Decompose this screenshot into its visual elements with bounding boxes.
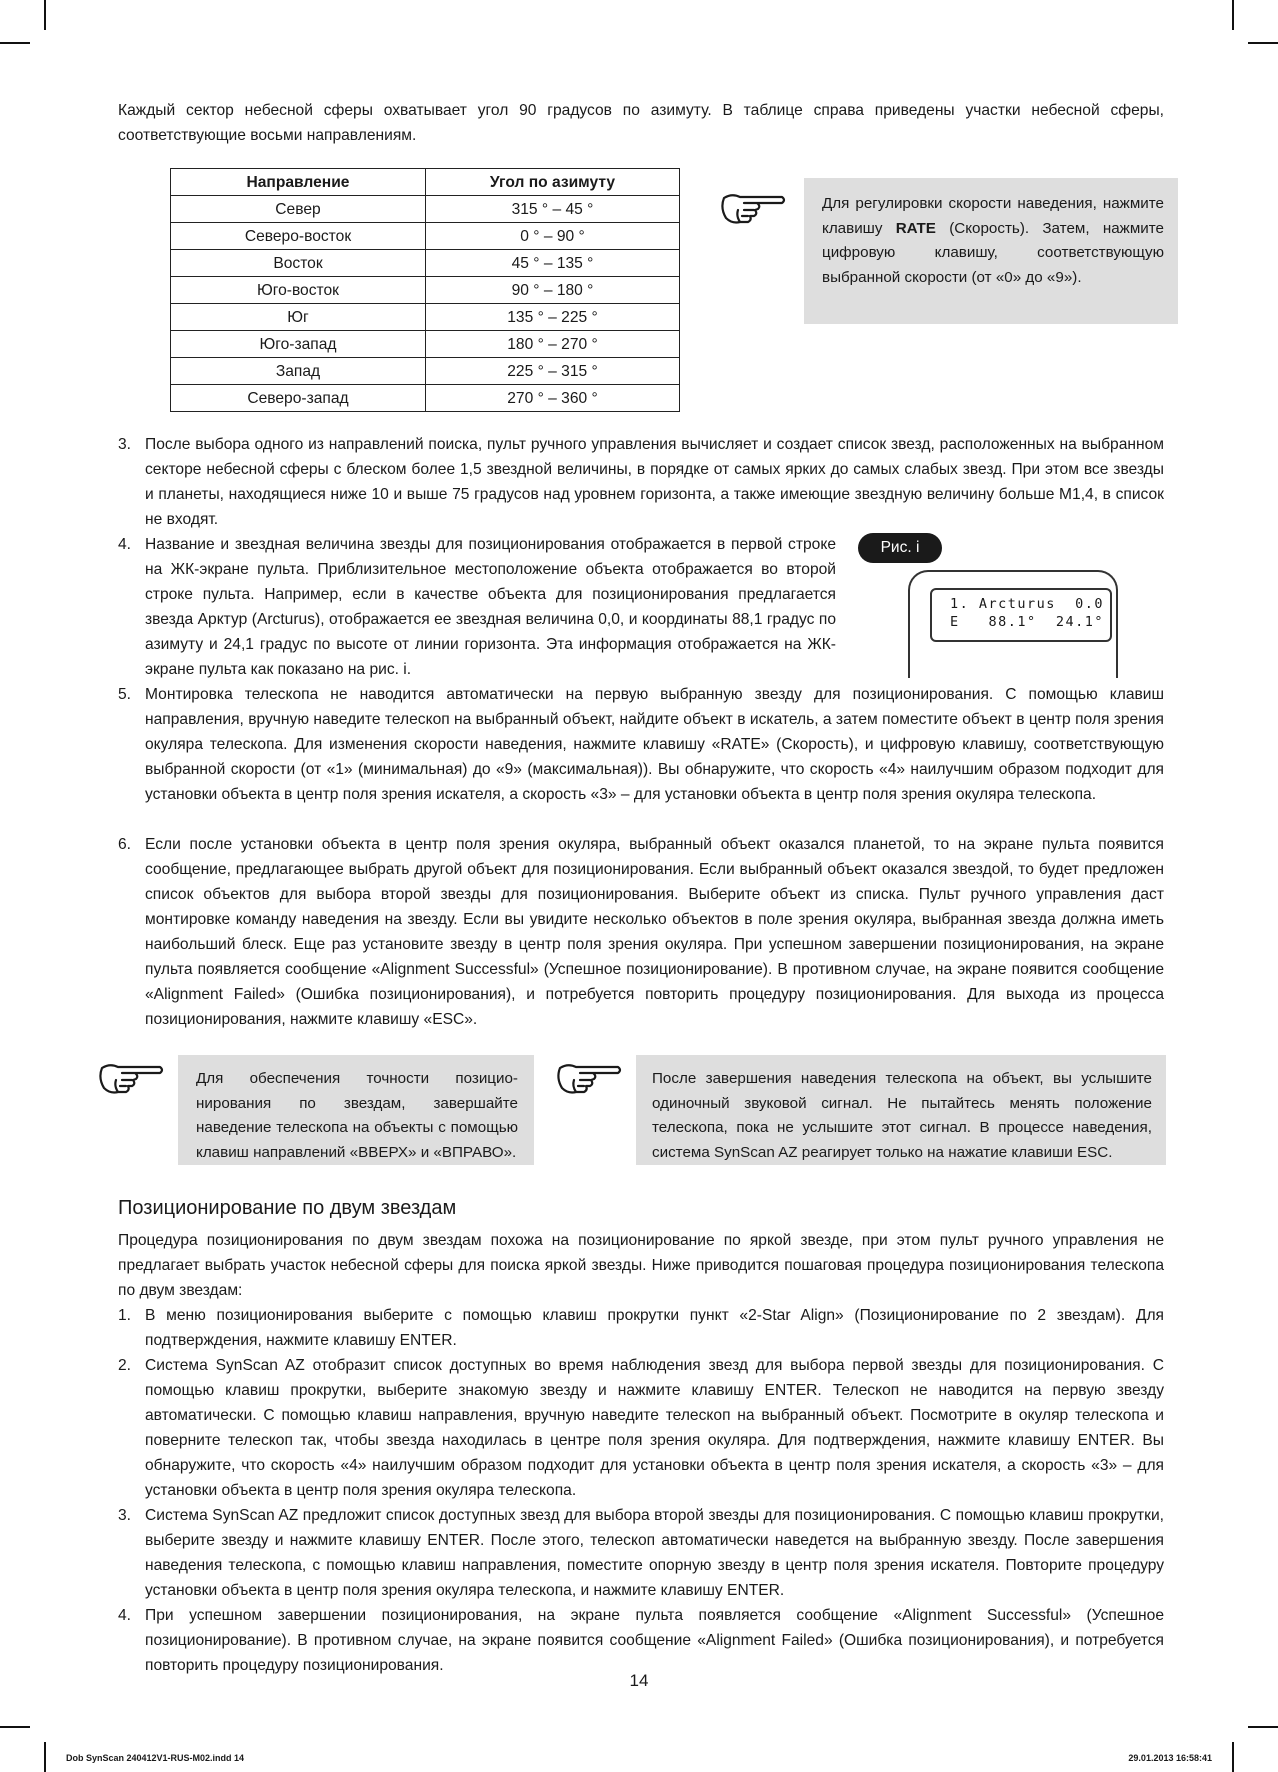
footer-timestamp: 29.01.2013 16:58:41: [1128, 1753, 1212, 1763]
crop-mark: [1248, 42, 1278, 44]
step-text: Монтировка телескопа не наводится автоматически на первую выбранную звезду для позиционирования. С помощью клавиш направления, вручную наведите телескоп на выбранный объект, найдите объект в искатель, а затем поместите объект в центр поля зрения окуляра телескопа. Для изменения скорости наведения, нажмите клавишу «RATE» (Скорость), и цифровую клавишу, соответствующую выбранной скорости (от «1» (минимальная) до «9» (максимальная)). Вы обнаружите, что скорость «4» наилучшим образом подходит для установки объекта в центр поля зрения искателя, а скорость «3» – для установки объекта в центр поля зрения окуляра телескопа.: [145, 686, 1164, 803]
pointing-hand-icon: [718, 186, 786, 226]
table-row: [171, 223, 680, 250]
pointing-hand-icon: [554, 1056, 622, 1096]
note-alignment-accuracy: Для обеспечения точности позицио-нирования по звездам, завершайте наведение телескопа на объекты с помощью клавиш направлений «ВВЕРХ» и «ВПРАВО».: [178, 1055, 534, 1165]
note-beep-signal: После завершения наведения телескопа на объект, вы услышите одиночный звуковой сигнал. Не пытайтесь менять положение телескопа, пока не услышите этот сигнал. В процессе наведения, система SynScan AZ реагирует только на нажатие клавиши ESC.: [636, 1055, 1166, 1165]
direction-cell: Восток: [171, 250, 426, 277]
step-number: 4.: [118, 536, 132, 553]
figure-label-badge: Рис. i: [858, 533, 942, 563]
crop-mark: [44, 0, 46, 30]
step-number: 6.: [118, 836, 132, 853]
direction-cell: Юг: [171, 304, 426, 331]
table-row: [171, 196, 680, 223]
step-text: При успешном завершении позиционирования, на экране пульта появляется сообщение «Alignment Successful» (Успешное позиционирование). В противном случае, на экране появится сообщение «Alignment Failed» (Ошибка позиционирования), и потребуется повторить процедуру позиционирования.: [145, 1607, 1164, 1674]
angle-cell: 0 ° – 90 °: [426, 223, 680, 250]
lcd-line-1: 1. Arcturus 0.0: [950, 596, 1105, 612]
crop-mark: [1232, 0, 1234, 30]
step-text: В меню позиционирования выберите с помощью клавиш прокрутки пункт «2-Star Align» (Позиционирование по 2 звездам). Для подтверждения, нажмите клавишу ENTER.: [145, 1307, 1164, 1349]
note-rate-text-after: (Скорость). Затем, нажмите цифровую клавишу, соответствующую выбранной скорости (от «0» до «9»).: [822, 219, 1164, 286]
step-text: После выбора одного из направлений поиска, пульт ручного управления вычисляет и создает список звезд, расположенных на выбранном секторе небесной сферы с блеском более 1,5 звездной величины, в порядке от самых ярких до самых слабых звезд. При этом все звезды и планеты, находящиеся ниже 10 и выше 75 градусов над уровнем горизонта, а также имеющие звездную величину больше М1,4, в список не входят.: [145, 436, 1164, 528]
table-row: [171, 304, 680, 331]
table-header-row: [171, 169, 680, 196]
section-title: Позиционирование по двум звездам: [118, 1197, 457, 1219]
step-number: 4.: [118, 1607, 132, 1624]
list-item: [118, 1353, 1164, 1503]
section-intro: Процедура позиционирования по двум звездам похожа на позиционирование по яркой звезде, при этом пульт ручного управления не предлагает выбрать участок небесной сферы для поиска яркой звезды. Ниже приводится пошаговая процедура позиционирования телескопа по двум звездам:: [118, 1232, 1164, 1299]
list-item: [118, 1303, 1164, 1353]
table-row: [171, 385, 680, 412]
step-number: 3.: [118, 436, 132, 453]
direction-cell: Запад: [171, 358, 426, 385]
azimuth-table: [170, 168, 680, 412]
step-text: Система SynScan AZ предложит список доступных звезд для выбора второй звезды для позиционирования. С помощью клавиш прокрутки, выберите звезду и нажмите клавишу ENTER. После этого, телескоп автоматически наведется на выбранную звезду. После завершения наведения телескопа, с помощью клавиш направления, поместите опорную звезду в центр поля зрения искателя. Повторите процедуру установки объекта в центр поля зрения окуляра телескопа, и нажмите клавишу ENTER.: [145, 1507, 1164, 1599]
list-item: [118, 1603, 1164, 1678]
rate-key-label: RATE: [895, 219, 936, 237]
angle-cell: 225 ° – 315 °: [426, 358, 680, 385]
direction-cell: Север: [171, 196, 426, 223]
step-number: 1.: [118, 1307, 132, 1324]
table-row: [171, 250, 680, 277]
angle-cell: 45 ° – 135 °: [426, 250, 680, 277]
direction-cell: Северо-восток: [171, 223, 426, 250]
step-number: 3.: [118, 1507, 132, 1524]
pointing-hand-icon: [96, 1056, 164, 1096]
crop-mark: [1248, 1726, 1278, 1728]
list-item: [118, 1503, 1164, 1603]
angle-cell: 315 ° – 45 °: [426, 196, 680, 223]
step-text: Название и звездная величина звезды для позиционирования отображается в первой строке на ЖК-экране пульта. Приблизительное местоположение объекта отображается во второй строке пульта. Например, если в качестве объекта для позиционирования предлагается звезда Арктур (Arcturus), отображается ее звездная величина 0,0, и координаты 88,1 градус по азимуту и 24,1 градус по высоте от линии горизонта. Эта информация отображается на ЖК-экране пульта как показано на рис. i.: [145, 536, 836, 678]
angle-cell: 135 ° – 225 °: [426, 304, 680, 331]
note-rate-text-before: Для регулировки скорости наведения, нажмите клавишу: [822, 195, 1164, 237]
intro-paragraph: Каждый сектор небесной сферы охватывает угол 90 градусов по азимуту. В таблице справа приведены участки небесной сферы, соответствующие восьми направлениям.: [118, 102, 1164, 144]
angle-cell: 90 ° – 180 °: [426, 277, 680, 304]
table-row: [171, 277, 680, 304]
list-item: [118, 832, 1164, 1032]
step-text: Если после установки объекта в центр поля зрения окуляра, выбранный объект оказался планетой, то на экране пульта появится сообщение, предлагающее выбрать другой объект для позиционирования. Если выбранный объект оказался звездой, то будет предложен список объектов для выбора второй звезды для позиционирования. Выберите объект из списка. Пульт ручного управления даст монтировке команду наведения на звезду. Если вы увидите несколько объектов в поле зрения окуляра, выбранная звезда должна иметь наибольший блеск. Еще раз установите звезду в центр поля зрения окуляра. При успешном завершении позиционирования, на экране пульта появляется сообщение «Alignment Successful» (Успешное позиционирование). В противном случае, на экране появится сообщение «Alignment Failed» (Ошибка позиционирования), и потребуется повторить процедуру позиционирования. Для выхода из процесса позиционирования, нажмите клавишу «ESC».: [145, 836, 1164, 1028]
crop-mark: [0, 42, 30, 44]
column-header: Угол по азимуту: [426, 169, 680, 196]
direction-cell: Юго-запад: [171, 331, 426, 358]
direction-cell: Юго-восток: [171, 277, 426, 304]
step-text: Система SynScan AZ отобразит список доступных во время наблюдения звезд для выбора первой звезды для позиционирования. С помощью клавиш прокрутки, выберите знакомую звезду и нажмите клавишу ENTER. Телескоп не наводится на первую звезду автоматически. С помощью клавиш направления, вручную наведите телескоп на выбранный объект. Посмотрите в окуляр телескопа и поверните телескоп так, чтобы звезда находилась в центре поля зрения окуляра. Для подтверждения, нажмите клавишу ENTER. Вы обнаружите, что скорость «4» наилучшим образом подходит для установки объекта в центр поля зрения искателя, а скорость «3» – для установки объекта в центр поля зрения окуляра телескопа.: [145, 1357, 1164, 1499]
step-number: 5.: [118, 686, 132, 703]
crop-mark: [44, 1742, 46, 1772]
table-row: [171, 358, 680, 385]
note-rate-speed: [804, 178, 1178, 324]
angle-cell: 180 ° – 270 °: [426, 331, 680, 358]
column-header: Направление: [171, 169, 426, 196]
list-item: [118, 532, 838, 682]
direction-cell: Северо-запад: [171, 385, 426, 412]
list-item: [118, 432, 1164, 532]
footer-file-info: Dob SynScan 240412V1-RUS-M02.indd 14: [66, 1753, 245, 1763]
page-number: 14: [629, 1671, 649, 1690]
angle-cell: 270 ° – 360 °: [426, 385, 680, 412]
table-row: [171, 331, 680, 358]
step-number: 2.: [118, 1357, 132, 1374]
list-item: [118, 682, 1164, 832]
crop-mark: [0, 1726, 30, 1728]
crop-mark: [1232, 1742, 1234, 1772]
lcd-line-2: E 88.1° 24.1°: [950, 614, 1105, 630]
